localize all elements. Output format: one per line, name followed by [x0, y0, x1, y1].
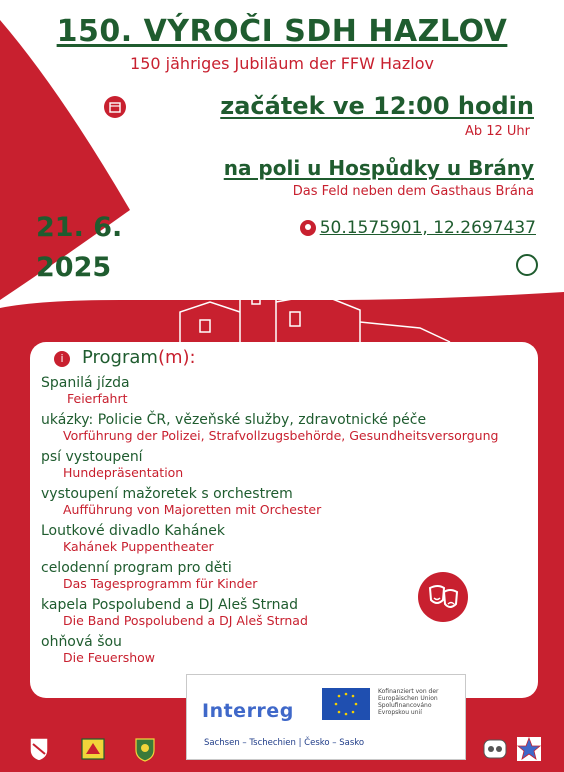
program-item-cz: ohňová šou: [41, 634, 122, 650]
start-time-de: Ab 12 Uhr: [464, 124, 530, 139]
program-item: [41, 412, 531, 443]
program-item-de: Feierfahrt: [67, 391, 128, 406]
program-item-de: Vorführung der Polizei, Strafvollzugsbehörde, Gesundheitsversorgung: [63, 428, 499, 443]
hazlov-coat-of-arms-logo: [26, 736, 52, 762]
event-location: na poli u Hospůdky u Brány: [223, 156, 534, 180]
calendar-icon: [104, 96, 126, 118]
program-item: [41, 486, 531, 517]
sdh-logo: [80, 736, 106, 762]
theatre-masks-icon: [418, 572, 468, 622]
program-item-de: Kahánek Puppentheater: [63, 539, 214, 554]
program-item-cz: celodenní program pro děti: [41, 560, 232, 576]
program-item-cz: kapela Pospolubend a DJ Aleš Strnad: [41, 597, 299, 613]
program-item-cz: Loutkové divadlo Kahánek: [41, 523, 225, 539]
firefighter-helmet-icon: [516, 254, 538, 276]
event-date: [36, 208, 122, 288]
program-item: [41, 523, 531, 554]
interreg-region-label: Sachsen – Tschechien | Česko – Sasko: [204, 738, 365, 748]
event-subtitle: 150 jähriges Jubiläum der FFW Hazlov: [130, 54, 434, 73]
event-date-day: 21. 6.: [36, 212, 123, 243]
start-time: začátek ve 12:00 hodin: [220, 92, 534, 120]
fire-station-illustration: [160, 232, 460, 344]
eu-flag-icon: [322, 688, 370, 720]
program-item-de: Aufführung von Majoretten mit Orchester: [63, 502, 322, 517]
region-star-logo: [516, 736, 542, 762]
program-heading-suffix: (m):: [157, 347, 196, 368]
program-item-de: Hundepräsentation: [63, 465, 184, 480]
program-item-de: Das Tagesprogramm für Kinder: [63, 576, 258, 591]
partner-badge-logo: [482, 736, 508, 762]
municipal-crest-logo: [132, 736, 158, 762]
event-title: 150. VÝROČI SDH HAZLOV: [56, 14, 508, 49]
location-pin-icon: [300, 220, 316, 236]
program-item-de: Die Band Pospolubend a DJ Aleš Strnad: [63, 613, 308, 628]
program-item: [41, 375, 531, 406]
event-location-de: Das Feld neben dem Gasthaus Brána: [292, 184, 534, 199]
program-item-cz: Spanilá jízda: [41, 375, 130, 391]
program-item-cz: ukázky: Policie ČR, vězeňské služby, zdravotnické péče: [41, 412, 427, 428]
program-heading-main: Program: [82, 347, 158, 368]
eu-cofinancing-text: Kofinanziert von der Europäischen Union Spolufinancováno Evropskou unií: [378, 688, 439, 716]
program-list: [41, 375, 531, 671]
interreg-logo: Interreg: [202, 700, 294, 722]
program-heading: [82, 347, 196, 368]
program-item-cz: psí vystoupení: [41, 449, 143, 465]
event-date-year: 2025: [36, 252, 112, 283]
program-item-cz: vystoupení mažoretek s orchestrem: [41, 486, 293, 502]
program-item: [41, 634, 531, 665]
gps-coordinates[interactable]: 50.1575901, 12.2697437: [319, 218, 536, 238]
program-item: [41, 449, 531, 480]
info-icon: i: [54, 351, 70, 367]
program-item-de: Die Feuershow: [63, 650, 156, 665]
